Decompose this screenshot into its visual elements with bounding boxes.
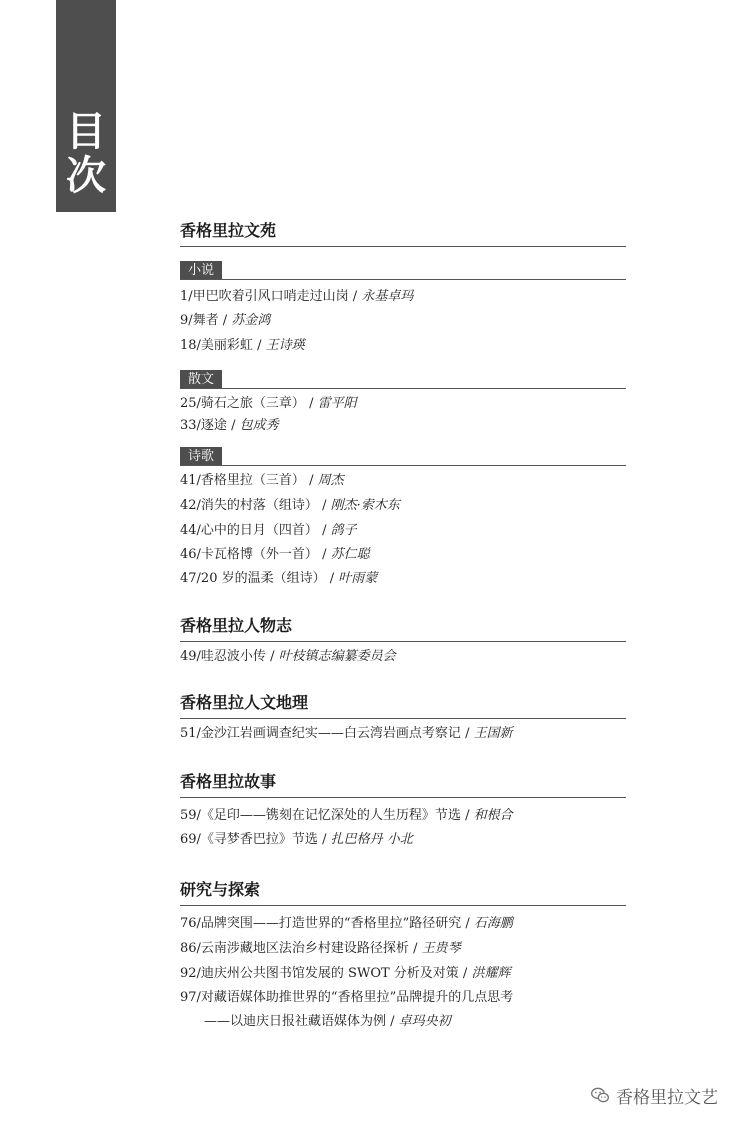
entry-separator: /: [317, 523, 331, 538]
entry-page: 42/: [180, 498, 201, 513]
toc-entry[interactable]: [180, 497, 400, 515]
toc-entry[interactable]: [180, 831, 413, 849]
entry-title: 逐途: [200, 418, 227, 433]
entry-author: 叶枝镇志编纂委员会: [278, 649, 396, 664]
section-heading: 香格里拉故事: [180, 771, 626, 798]
category-label: 诗歌: [180, 447, 222, 466]
entry-separator: /: [461, 916, 474, 931]
toc-title-bar: [56, 0, 116, 212]
section-heading: 香格里拉人物志: [180, 615, 626, 642]
entry-author: 王国新: [473, 726, 513, 741]
section-heading: 香格里拉人文地理: [180, 692, 626, 719]
entry-page: 1/: [180, 289, 193, 304]
entry-author: 王贵琴: [421, 941, 461, 956]
entry-title: ——以迪庆日报社藏语媒体为例: [204, 1014, 387, 1029]
entry-author: 和根合: [473, 808, 513, 823]
entry-title: 卡瓦格博（外一首）: [200, 547, 318, 562]
entry-title: 20 岁的温柔（组诗）: [200, 571, 326, 586]
entry-separator: /: [317, 547, 331, 562]
entry-page: 25/: [180, 396, 201, 411]
entry-title: 迪庆州公共图书馆发展的 SWOT 分析及对策: [200, 966, 459, 981]
section-heading: 香格里拉文苑: [180, 220, 626, 247]
entry-page: 86/: [180, 941, 201, 956]
toc-entry[interactable]: [180, 395, 357, 413]
entry-page: 92/: [180, 966, 201, 981]
entry-author: 周杰: [317, 473, 344, 488]
entry-separator: /: [317, 498, 331, 513]
watermark: [590, 1082, 718, 1108]
entry-separator: /: [348, 289, 362, 304]
entry-author: 刚杰·索木东: [330, 498, 400, 513]
toc-entry[interactable]: [180, 312, 270, 330]
toc-entry[interactable]: [180, 337, 305, 355]
entry-title: 甲巴吹着引风口哨走过山岗: [192, 289, 349, 304]
entry-author: 洪耀辉: [471, 966, 511, 981]
entry-page: 33/: [180, 418, 201, 433]
entry-page: 49/: [180, 649, 201, 664]
entry-page: 76/: [180, 916, 201, 931]
entry-separator: /: [317, 832, 331, 847]
entry-author: 石海鹏: [473, 916, 513, 931]
toc-entry[interactable]: [180, 546, 370, 564]
entry-author: 永基卓玛: [361, 289, 414, 304]
entry-title: 消失的村落（组诗）: [200, 498, 318, 513]
entry-title: 云南涉藏地区法治乡村建设路径探析: [200, 941, 409, 956]
entry-author: 扎巴格丹 小北: [330, 832, 413, 847]
entry-page: 47/: [180, 571, 201, 586]
entry-page: 51/: [180, 726, 201, 741]
entry-page: 44/: [180, 523, 201, 538]
toc-entry[interactable]: [180, 288, 413, 306]
entry-title: 美丽彩虹: [200, 338, 253, 353]
entry-title: 骑石之旅（三章）: [200, 396, 305, 411]
entry-separator: /: [408, 941, 422, 956]
entry-title: 哇忍波小传: [200, 649, 266, 664]
toc-entry[interactable]: [180, 570, 377, 588]
entry-page: 9/: [180, 313, 193, 328]
entry-page: 97/: [180, 990, 201, 1005]
entry-author: 王诗瑛: [265, 338, 305, 353]
toc-entry[interactable]: [180, 915, 513, 933]
entry-page: 69/: [180, 832, 201, 847]
toc-entry[interactable]: [180, 940, 461, 958]
entry-author: 苏仁聪: [330, 547, 370, 562]
entry-title: 金沙江岩画调查纪实——白云湾岩画点考察记: [200, 726, 461, 741]
entry-author: 鸽子: [330, 523, 357, 538]
entry-separator: /: [226, 418, 240, 433]
entry-title: 对藏语媒体助推世界的“香格里拉”品牌提升的几点思考: [200, 990, 514, 1005]
toc-entry[interactable]: [180, 648, 396, 666]
category-divider: [180, 388, 626, 389]
entry-title: 香格里拉（三首）: [200, 473, 305, 488]
entry-author: 卓玛央初: [398, 1014, 451, 1029]
entry-author: 叶雨蒙: [338, 571, 378, 586]
toc-entry[interactable]: [180, 965, 510, 983]
entry-page: 41/: [180, 473, 201, 488]
entry-title: 心中的日月（四首）: [200, 523, 318, 538]
entry-title: 《寻梦香巴拉》节选: [200, 832, 318, 847]
category-divider: [180, 465, 626, 466]
entry-separator: /: [460, 726, 474, 741]
toc-entry[interactable]: [180, 522, 357, 540]
wechat-icon: [590, 1085, 610, 1105]
entry-title: 品牌突围——打造世界的“香格里拉”路径研究: [200, 916, 462, 931]
entry-separator: /: [460, 808, 474, 823]
entry-title: 舞者: [192, 313, 219, 328]
entry-author: 苏金鸿: [231, 313, 271, 328]
toc-title-char: 目: [66, 108, 106, 155]
section-heading: 研究与探索: [180, 879, 626, 906]
category-label: 散文: [180, 370, 222, 389]
toc-entry[interactable]: [180, 417, 279, 435]
category-label: 小说: [180, 261, 222, 280]
entry-separator: /: [265, 649, 279, 664]
toc-entry[interactable]: [180, 807, 513, 825]
toc-entry[interactable]: [180, 472, 344, 490]
watermark-text: 香格里拉文艺: [616, 1087, 718, 1108]
toc-title-char: 次: [66, 152, 106, 199]
entry-title: 《足印——镌刻在记忆深处的人生历程》节选: [200, 808, 461, 823]
entry-author: 雷平阳: [317, 396, 357, 411]
entry-separator: /: [304, 396, 318, 411]
entry-author: 包成秀: [239, 418, 279, 433]
entry-separator: /: [325, 571, 339, 586]
category-divider: [180, 279, 626, 280]
entry-separator: /: [458, 966, 472, 981]
entry-page: 18/: [180, 338, 201, 353]
entry-page: 46/: [180, 547, 201, 562]
toc-entry[interactable]: [180, 989, 513, 1007]
entry-separator: /: [252, 338, 266, 353]
entry-separator: /: [304, 473, 318, 488]
entry-separator: /: [218, 313, 232, 328]
toc-entry[interactable]: [180, 725, 513, 743]
toc-entry-continued[interactable]: [204, 1013, 451, 1031]
entry-separator: /: [386, 1014, 399, 1029]
entry-page: 59/: [180, 808, 201, 823]
